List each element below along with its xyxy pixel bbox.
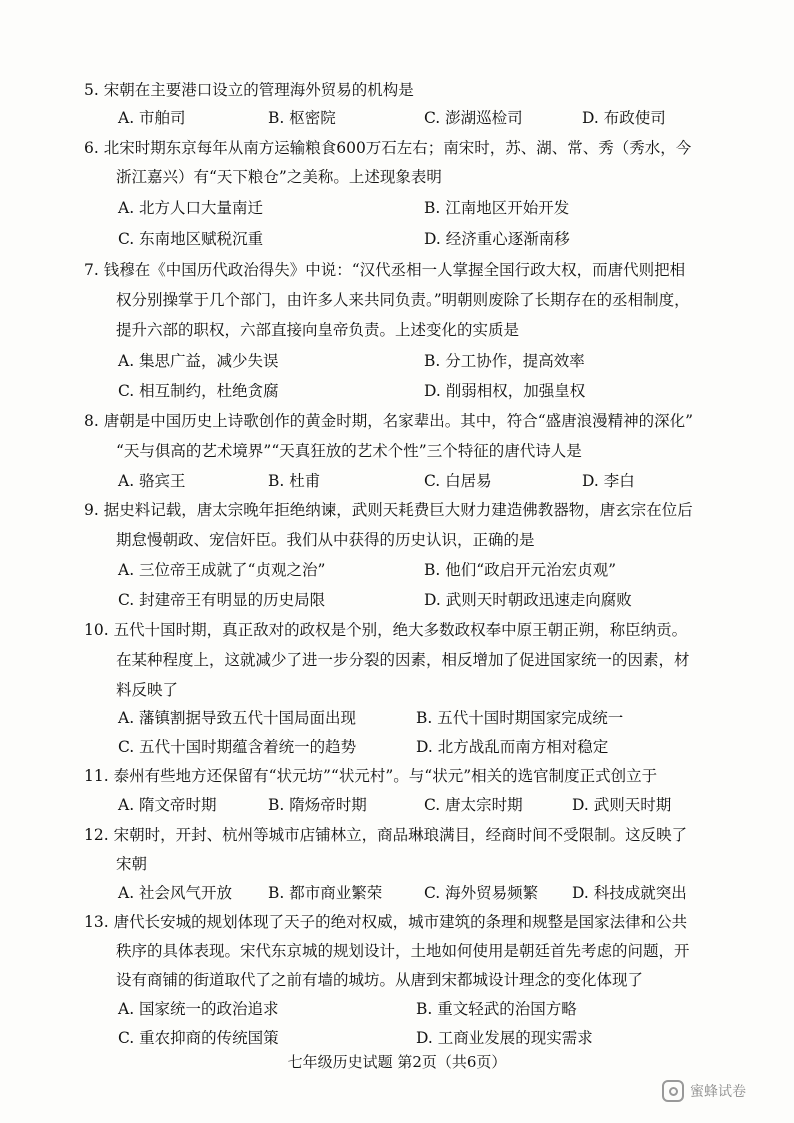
question-9-line-2: 期怠慢朝政、宠信奸臣。我们从中获得的历史认识，正确的是 <box>116 531 535 549</box>
question-10-option-c: C. 五代十国时期蕴含着统一的趋势 <box>118 738 357 756</box>
question-6-option-c: C. 东南地区赋税沉重 <box>118 230 264 248</box>
question-9-line-1: 9. 据史料记载，唐太宗晚年拒绝纳谏，武则天耗费巨大财力建造佛教器物，唐玄宗在位后 <box>84 501 693 519</box>
question-13-line-1: 13. 唐代长安城的规划体现了天子的绝对权威，城市建筑的条理和规整是国家法律和公共 <box>84 913 688 931</box>
question-5-option-a: A. 市舶司 <box>118 109 186 127</box>
question-9-option-a: A. 三位帝王成就了“贞观之治” <box>118 561 326 579</box>
question-13-option-b: B. 重文轻武的治国方略 <box>416 1000 577 1018</box>
question-7-option-d: D. 削弱相权，加强皇权 <box>424 382 586 400</box>
question-12-option-b: B. 都市商业繁荣 <box>268 884 383 902</box>
question-5-option-d: D. 布政使司 <box>582 109 666 127</box>
question-11-option-a: A. 隋文帝时期 <box>118 796 217 814</box>
question-6-option-d: D. 经济重心逐渐南移 <box>424 230 570 248</box>
question-10-line-1: 10. 五代十国时期，真正敌对的政权是个别，绝大多数政权奉中原王朝正朔，称臣纳贡。 <box>84 621 688 639</box>
question-13-line-3: 设有商铺的街道取代了之前有墙的城坊。从唐到宋都城设计理念的变化体现了 <box>116 971 644 989</box>
question-11-option-b: B. 隋炀帝时期 <box>268 796 367 814</box>
question-6-line-1: 6. 北宋时期东京每年从南方运输粮食600万石左右；南宋时，苏、湖、常、秀（秀水，今 <box>84 139 692 157</box>
question-13-line-2: 秩序的具体表现。宋代东京城的规划设计，土地如何使用是朝廷首先考虑的问题，开 <box>116 942 690 960</box>
question-7-option-a: A. 集思广益，减少失误 <box>118 352 279 370</box>
question-10-line-3: 料反映了 <box>116 681 179 699</box>
question-13-option-c: C. 重农抑商的传统国策 <box>118 1029 279 1047</box>
question-8-option-c: C. 白居易 <box>424 472 492 490</box>
question-10-option-b: B. 五代十国时期国家完成统一 <box>416 709 624 727</box>
search-icon <box>662 1080 684 1102</box>
question-13-option-a: A. 国家统一的政治追求 <box>118 1000 279 1018</box>
question-5-option-b: B. 枢密院 <box>268 109 336 127</box>
question-12-option-c: C. 海外贸易频繁 <box>424 884 539 902</box>
watermark-text: 蜜蜂试卷 <box>690 1084 746 1100</box>
question-13-option-d: D. 工商业发展的现实需求 <box>416 1029 593 1047</box>
question-8-option-d: D. 李白 <box>582 472 635 490</box>
question-10-option-a: A. 藩镇割据导致五代十国局面出现 <box>118 709 357 727</box>
question-6-line-2: 浙江嘉兴）有“天下粮仓”之美称。上述现象表明 <box>116 168 442 186</box>
question-6-option-a: A. 北方人口大量南迁 <box>118 199 264 217</box>
question-12-line-2: 宋朝 <box>116 855 148 873</box>
question-9-option-d: D. 武则天时朝政迅速走向腐败 <box>424 591 632 609</box>
question-7-line-1: 7. 钱穆在《中国历代政治得失》中说：“汉代丞相一人掌握全国行政大权，而唐代则把相 <box>84 261 686 279</box>
question-12-option-a: A. 社会风气开放 <box>118 884 233 902</box>
question-11-line-1: 11. 泰州有些地方还保留有“状元坊”“状元村”。与“状元”相关的选官制度正式创立于 <box>84 767 658 785</box>
question-8-line-1: 8. 唐朝是中国历史上诗歌创作的黄金时期，名家辈出。其中，符合“盛唐浪漫精神的深化” <box>84 412 694 430</box>
question-8-option-b: B. 杜甫 <box>268 472 321 490</box>
question-8-line-2: “天与俱高的艺术境界”“天真狂放的艺术个性”三个特征的唐代诗人是 <box>116 442 582 460</box>
question-8-option-a: A. 骆宾王 <box>118 472 186 490</box>
question-9-option-b: B. 他们“政启开元治宏贞观” <box>424 561 617 579</box>
question-7-option-c: C. 相互制约，杜绝贪腐 <box>118 382 279 400</box>
question-12-line-1: 12. 宋朝时，开封、杭州等城市店铺林立，商品琳琅满目，经商时间不受限制。这反映了 <box>84 826 688 844</box>
watermark <box>662 1080 746 1102</box>
question-11-option-d: D. 武则天时期 <box>572 796 672 814</box>
question-6-option-b: B. 江南地区开始开发 <box>424 199 570 217</box>
question-9-option-c: C. 封建帝王有明显的历史局限 <box>118 591 326 609</box>
question-10-line-2: 在某种程度上，这就减少了进一步分裂的因素，相反增加了促进国家统一的因素，材 <box>116 651 690 669</box>
question-7-line-3: 提升六部的职权，六部直接向皇帝负责。上述变化的实质是 <box>116 321 520 339</box>
question-12-option-d: D. 科技成就突出 <box>572 884 687 902</box>
page-footer: 七年级历史试题 第2页（共6页） <box>287 1053 507 1071</box>
question-7-line-2: 权分别操掌于几个部门，由许多人来共同负责。”明朝则废除了长期存在的丞相制度， <box>116 291 690 309</box>
question-5-line-1: 5. 宋朝在主要港口设立的管理海外贸易的机构是 <box>84 81 414 99</box>
question-10-option-d: D. 北方战乱而南方相对稳定 <box>416 738 609 756</box>
question-11-option-c: C. 唐太宗时期 <box>424 796 523 814</box>
question-7-option-b: B. 分工协作，提高效率 <box>424 352 585 370</box>
question-5-option-c: C. 澎湖巡检司 <box>424 109 523 127</box>
